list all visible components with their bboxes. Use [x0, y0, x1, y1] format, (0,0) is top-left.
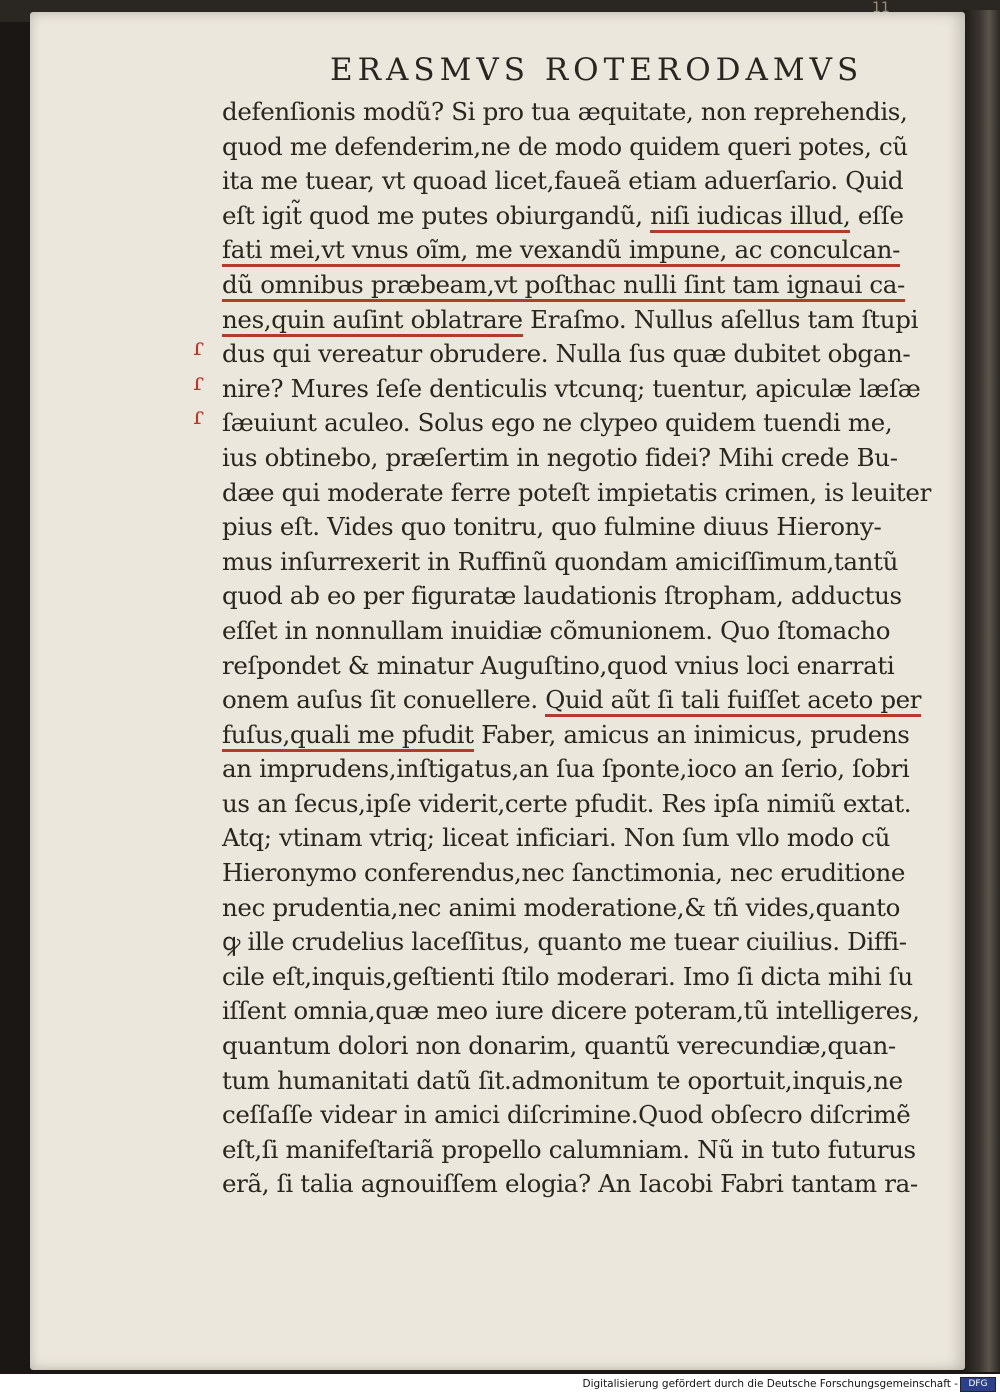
text-line: [222, 233, 927, 268]
text-line: ita me tuear, vt quoad licet,faueã etiam aduerſario. Quid: [222, 166, 904, 196]
margin-mark: ɾ: [193, 367, 204, 396]
footer-credit: Digitalisierung gefördert durch die Deutsche Forschungsgemeinschaft -: [582, 1378, 958, 1390]
text-line: [222, 268, 927, 303]
running-head: ERASMVS ROTERODAMVS: [330, 52, 864, 88]
text-line: reſpondet & minatur Auguſtino,quod vnius loci enarrati: [222, 650, 895, 680]
underlined-passage: dũ omnibus præbeam,vt poſthac nulli ſint tam ignaui ca-: [222, 270, 905, 302]
corner-mark: 11: [872, 0, 890, 16]
text-line: iſſent omnia,quæ meo iure dicere poteram,tũ intelligeres,: [222, 996, 920, 1026]
text-line: us an ſecus,ipſe viderit,certe pfudit. Res ipſa nimiũ extat.: [222, 788, 912, 818]
text-line: Hieronymo conferendus,nec ſanctimonia, nec eruditione: [222, 858, 906, 888]
underlined-passage: nes,quin auſint oblatrare: [222, 305, 523, 337]
text-line: quod me defenderim,ne de modo quidem queri potes, cũ: [222, 131, 908, 161]
text-line: Atq; vtinam vtriq; liceat inficiari. Non ſum vllo modo cũ: [222, 823, 891, 853]
text-line: [222, 718, 927, 753]
line-text: onem auſus ſit conuellere.: [222, 685, 546, 715]
text-line: nec prudentia,nec animi moderatione,& tñ vides,quanto: [222, 892, 900, 922]
text-line: mus inſurrexerit in Ruffinũ quondam amiciſſimum,tantũ: [222, 546, 899, 576]
text-line: dus qui vereatur obrudere. Nulla ſus quæ dubitet obgan-: [222, 339, 911, 369]
text-line: [222, 303, 927, 338]
margin-mark: ɾ: [193, 402, 204, 431]
text-line: dæe qui moderate ferre poteſt impietatis crimen, is leuiter: [222, 477, 931, 507]
text-line: ius obtinebo, præſertim in negotio fidei? Mihi crede Bu-: [222, 442, 898, 472]
line-text: eſſe: [850, 200, 904, 230]
text-line: ceſſaſſe videar in amici diſcrimine.Quod obſecro diſcrimẽ: [222, 1100, 911, 1130]
underlined-passage: fuſus,quali me pfudit: [222, 720, 474, 752]
line-text: Faber, amicus an inimicus, prudens: [473, 719, 910, 749]
line-text: Eraſmo. Nullus aſellus tam ſtupi: [522, 304, 919, 334]
dfg-logo: DFG: [960, 1377, 996, 1392]
book-edge: [963, 10, 1000, 1372]
line-text: eſt igit̃ quod me putes obiurgandũ,: [222, 200, 651, 230]
text-line: [222, 683, 927, 718]
text-line: quantum dolori non donarim, quantũ verecundiæ,quan-: [222, 1031, 896, 1061]
text-line: pius eſt. Vides quo tonitru, quo fulmine diuus Hierony-: [222, 512, 882, 542]
text-line: [222, 199, 927, 234]
margin-mark: ɾ: [193, 333, 204, 361]
text-line: tum humanitati datũ ſit.admonitum te oportuit,inquis,ne: [222, 1065, 903, 1095]
text-line: defenſionis modũ? Si pro tua æquitate, non reprehendis,: [222, 97, 908, 126]
text-line: ꝙ ille crudelius laceſſitus, quanto me tuear ciuilius. Diffi-: [222, 927, 907, 957]
text-line: quod ab eo per figuratæ laudationis ſtropham, adductus: [222, 581, 902, 611]
underlined-passage: fati mei,vt vnus oĩm, me vexandũ impune, ac conculcan-: [222, 235, 900, 267]
text-line: ſæuiunt aculeo. Solus ego ne clypeo quidem tuendi me,: [222, 408, 893, 438]
margin-marks: [193, 330, 225, 434]
underlined-passage: niſi iudicas illud,: [650, 201, 850, 233]
text-line: an imprudens,inſtigatus,an ſua ſponte,ioco an ſerio, ſobri: [222, 754, 910, 784]
text-line: cile eſt,inquis,geſtienti ſtilo moderari. Imo ſi dicta mihi ſu: [222, 961, 913, 991]
text-line: eſt,ſi manifeſtariã propello calumniam. Nũ in tuto futurus: [222, 1134, 916, 1164]
text-line: eſſet in nonnullam inuidiæ cõmunionem. Quo ſtomacho: [222, 615, 891, 645]
body-text: [222, 95, 931, 1202]
text-line: nire? Mures ſeſe denticulis vtcunq; tuentur, apiculæ læſæ: [222, 373, 921, 403]
text-line: erã, ſi talia agnouiſſem elogia? An Iacobi Fabri tantam ra-: [222, 1169, 918, 1199]
underlined-passage: Quid aũt ſi tali fuiſſet aceto per: [545, 685, 921, 717]
